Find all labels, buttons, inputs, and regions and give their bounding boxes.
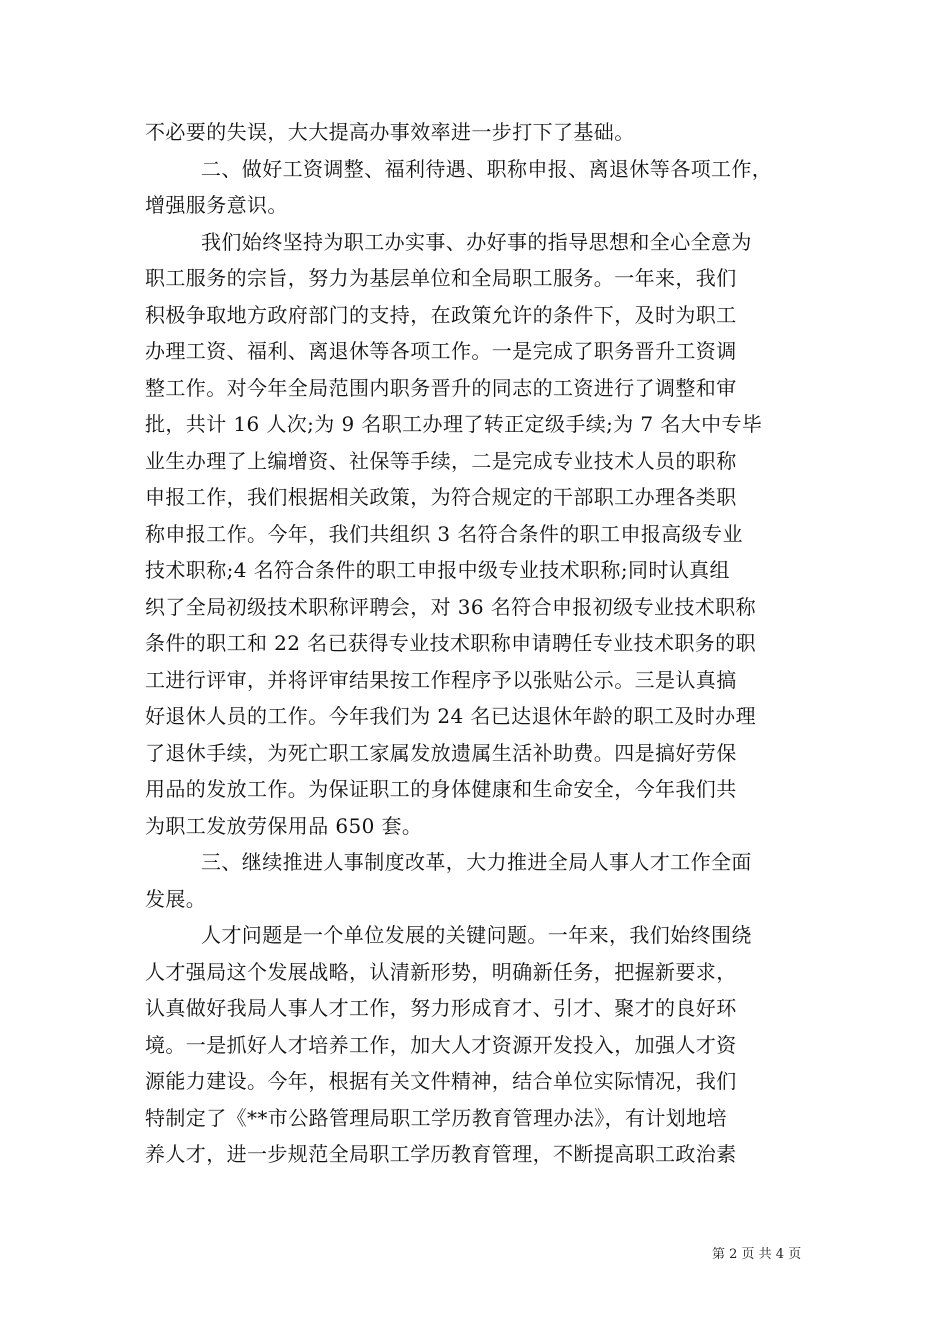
text-line: 申报工作，我们根据相关政策，为符合规定的干部职工办理各类职 (145, 485, 737, 509)
text-line: 二、做好工资调整、福利待遇、职称申报、离退休等各项工作， (201, 156, 773, 181)
text-line: 用品的发放工作。为保证职工的身体健康和生命安全，今年我们共 (145, 777, 737, 801)
text-line: 技术职称;4 名符合条件的职工申报中级专业技术职称;同时认真组 (145, 558, 730, 582)
text-line: 工进行评审，并将评审结果按工作程序予以张贴公示。三是认真搞 (145, 667, 737, 692)
body-text (145, 114, 810, 1173)
text-line: 积极争取地方政府部门的支持，在政策允许的条件下，及时为职工 (145, 302, 737, 327)
text-line: 发展。 (145, 886, 207, 911)
text-line: 增强服务意识。 (145, 193, 288, 217)
text-line: 好退休人员的工作。今年我们为 24 名已达退休年龄的职工及时办理 (145, 704, 756, 728)
page-number: 第 2 页 共 4 页 (712, 1247, 802, 1262)
text-line: 境。一是抓好人才培养工作，加大人才资源开发投入，加强人才资 (145, 1032, 737, 1057)
text-line: 特制定了《**市公路管理局职工学历教育管理办法》，有计划地培 (145, 1105, 727, 1130)
text-line: 源能力建设。今年，根据有关文件精神，结合单位实际情况，我们 (145, 1069, 737, 1093)
text-line: 不必要的失误，大大提高办事效率进一步打下了基础。 (145, 120, 635, 144)
text-line: 业生办理了上编增资、社保等手续，二是完成专业技术人员的职称 (145, 448, 737, 473)
text-line: 批，共计 16 人次;为 9 名职工办理了转正定级手续;为 7 名大中专毕 (145, 412, 763, 436)
text-line: 办理工资、福利、离退休等各项工作。一是完成了职务晋升工资调 (145, 339, 737, 363)
text-line: 为职工发放劳保用品 650 套。 (145, 813, 423, 838)
text-line: 人才强局这个发展战略，认清新形势，明确新任务，把握新要求， (145, 959, 737, 984)
text-line: 养人才，进一步规范全局职工学历教育管理，不断提高职工政治素 (145, 1142, 737, 1166)
text-line: 整工作。对今年全局范围内职务晋升的同志的工资进行了调整和审 (145, 375, 737, 400)
text-line: 了退休手续，为死亡职工家属发放遗属生活补助费。四是搞好劳保 (145, 740, 737, 765)
text-line: 我们始终坚持为职工办实事、办好事的指导思想和全心全意为 (201, 229, 752, 254)
text-line: 职工服务的宗旨，努力为基层单位和全局职工服务。一年来，我们 (145, 266, 737, 290)
text-line: 认真做好我局人事人才工作，努力形成育才、引才、聚才的良好环 (145, 996, 737, 1020)
text-line: 人才问题是一个单位发展的关键问题。一年来，我们始终围绕 (201, 923, 752, 947)
text-line: 条件的职工和 22 名已获得专业技术职称申请聘任专业技术职务的职 (145, 631, 756, 655)
text-line: 织了全局初级技术职称评聘会，对 36 名符合申报初级专业技术职称 (145, 594, 756, 619)
text-line: 称申报工作。今年，我们共组织 3 名符合条件的职工申报高级专业 (145, 521, 743, 546)
text-line: 三、继续推进人事制度改革，大力推进全局人事人才工作全面 (201, 850, 752, 874)
